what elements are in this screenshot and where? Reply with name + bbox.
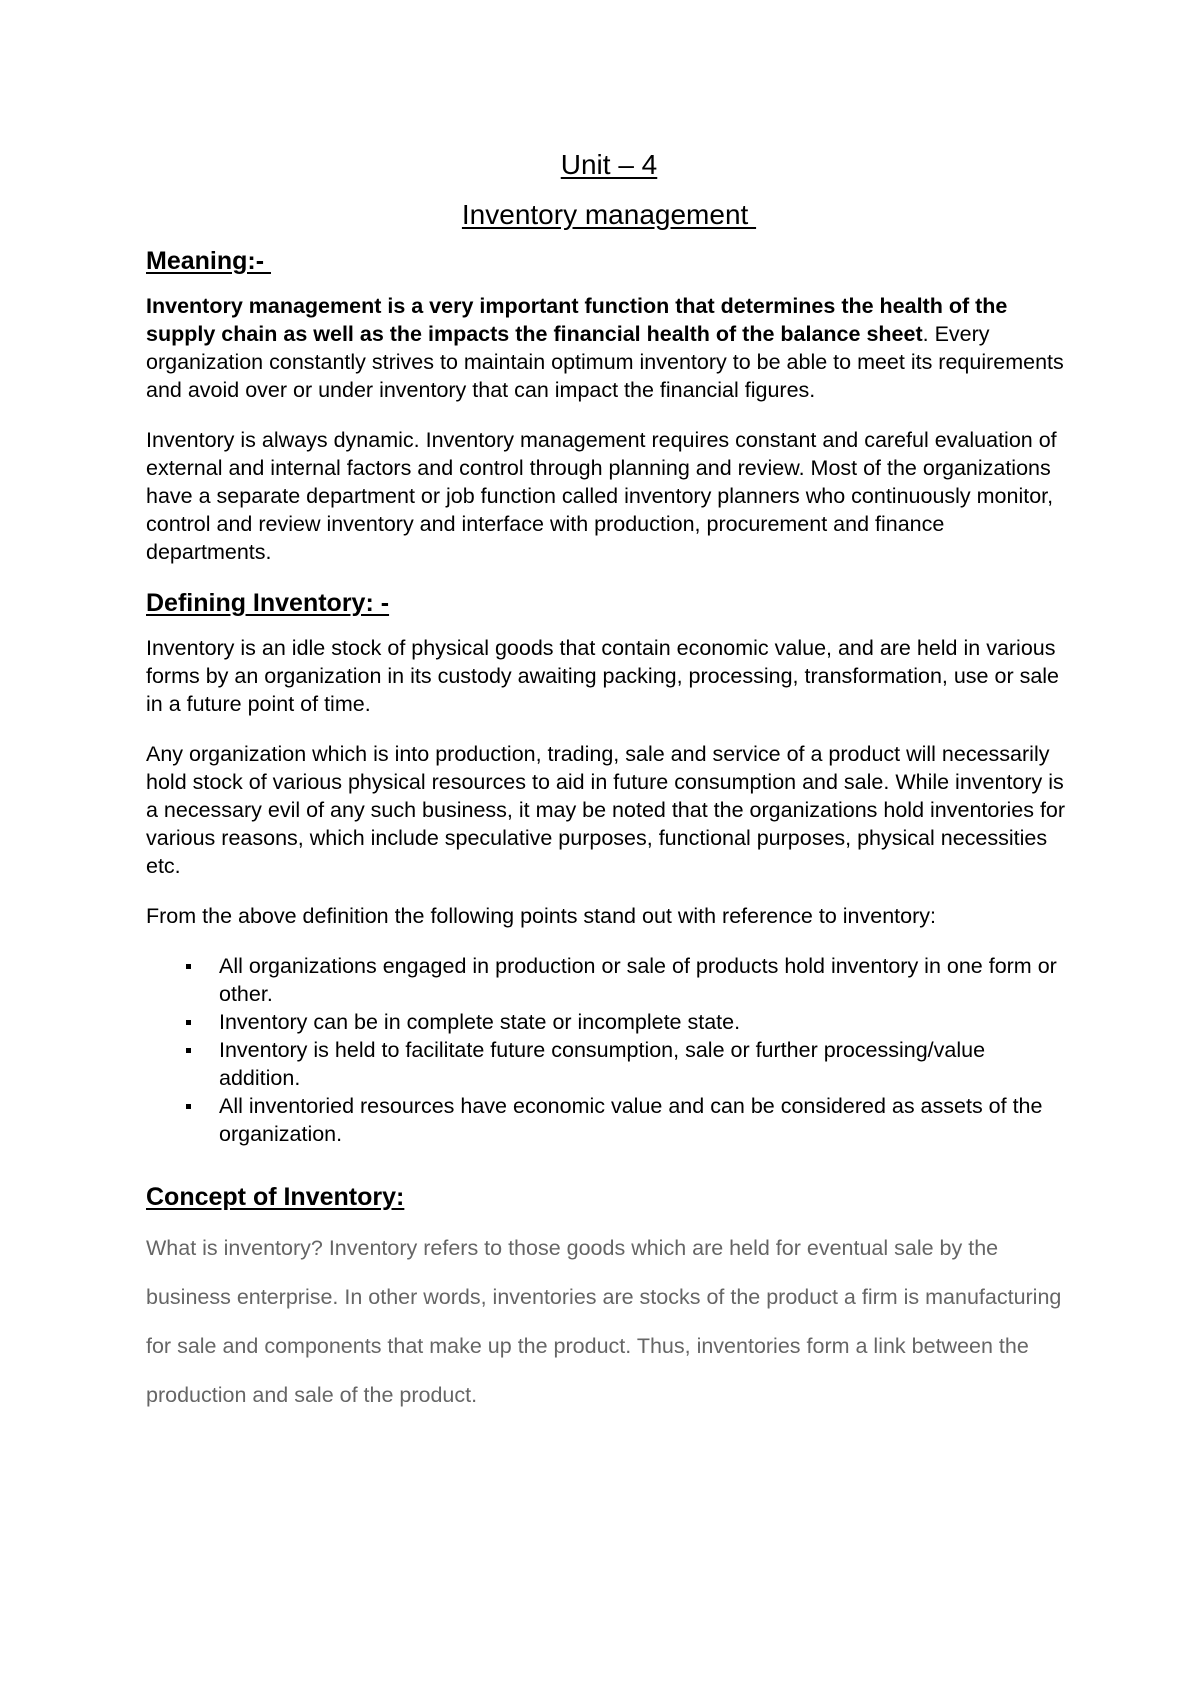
defining-paragraph-3: From the above definition the following points stand out with reference to inventory: <box>146 904 936 928</box>
unit-title: Unit – 4 <box>560 149 658 180</box>
meaning-bold-text: Inventory management is a very important function that determines the health of the supply chain as well as the impacts the financial health of the balance sheet <box>146 294 1008 346</box>
defining-heading: Defining Inventory: - <box>146 589 390 617</box>
meaning-heading: Meaning:- <box>146 247 271 275</box>
list-item-text: All inventoried resources have economic value and can be considered as assets of the organization. <box>219 1094 1043 1146</box>
page-title: Inventory management <box>461 199 757 230</box>
meaning-paragraph-2: Inventory is always dynamic. Inventory management requires constant and careful evaluation of external and internal factors and control through planning and review. Most of the organizations have a separate department or job function called inventory planners who continuously monitor, control and review inventory and interface with production, procurement and finance departments. <box>146 428 1057 564</box>
square-bullet-icon <box>186 964 191 969</box>
list-item <box>146 1092 1072 1148</box>
meaning-rest-text: . Every organization constantly strives to maintain optimum inventory to be able to meet its requirements and avoid over or under inventory that can impact the financial figures. <box>146 322 1064 402</box>
list-item <box>146 1036 1072 1092</box>
square-bullet-icon <box>186 1048 191 1053</box>
inventory-points-list <box>146 952 1072 1148</box>
list-item <box>146 1008 1072 1036</box>
list-item-text: Inventory can be in complete state or incomplete state. <box>219 1010 741 1034</box>
meaning-paragraph-1 <box>146 292 1072 404</box>
list-item-text: All organizations engaged in production or sale of products hold inventory in one form or other. <box>219 954 1057 1006</box>
defining-paragraph-2: Any organization which is into production, trading, sale and service of a product will necessarily hold stock of various physical resources to aid in future consumption and sale. While inventory is a necessary evil of any such business, it may be noted that the organizations hold inventories for various reasons, which include speculative purposes, functional purposes, physical necessities etc. <box>146 742 1066 878</box>
square-bullet-icon <box>186 1020 191 1025</box>
concept-heading: Concept of Inventory: <box>146 1183 405 1211</box>
square-bullet-icon <box>186 1104 191 1109</box>
concept-paragraph: What is inventory? Inventory refers to those goods which are held for eventual sale by the business enterprise. In other words, inventories are stocks of the product a firm is manufacturing for sale and components that make up the product. Thus, inventories form a link between the production and sale of the product. <box>146 1236 1062 1407</box>
list-item <box>146 952 1072 1008</box>
defining-paragraph-1: Inventory is an idle stock of physical goods that contain economic value, and are held in various forms by an organization in its custody awaiting packing, processing, transformation, use or sale in a future point of time. <box>146 636 1060 716</box>
list-item-text: Inventory is held to facilitate future consumption, sale or further processing/value addition. <box>219 1038 986 1090</box>
